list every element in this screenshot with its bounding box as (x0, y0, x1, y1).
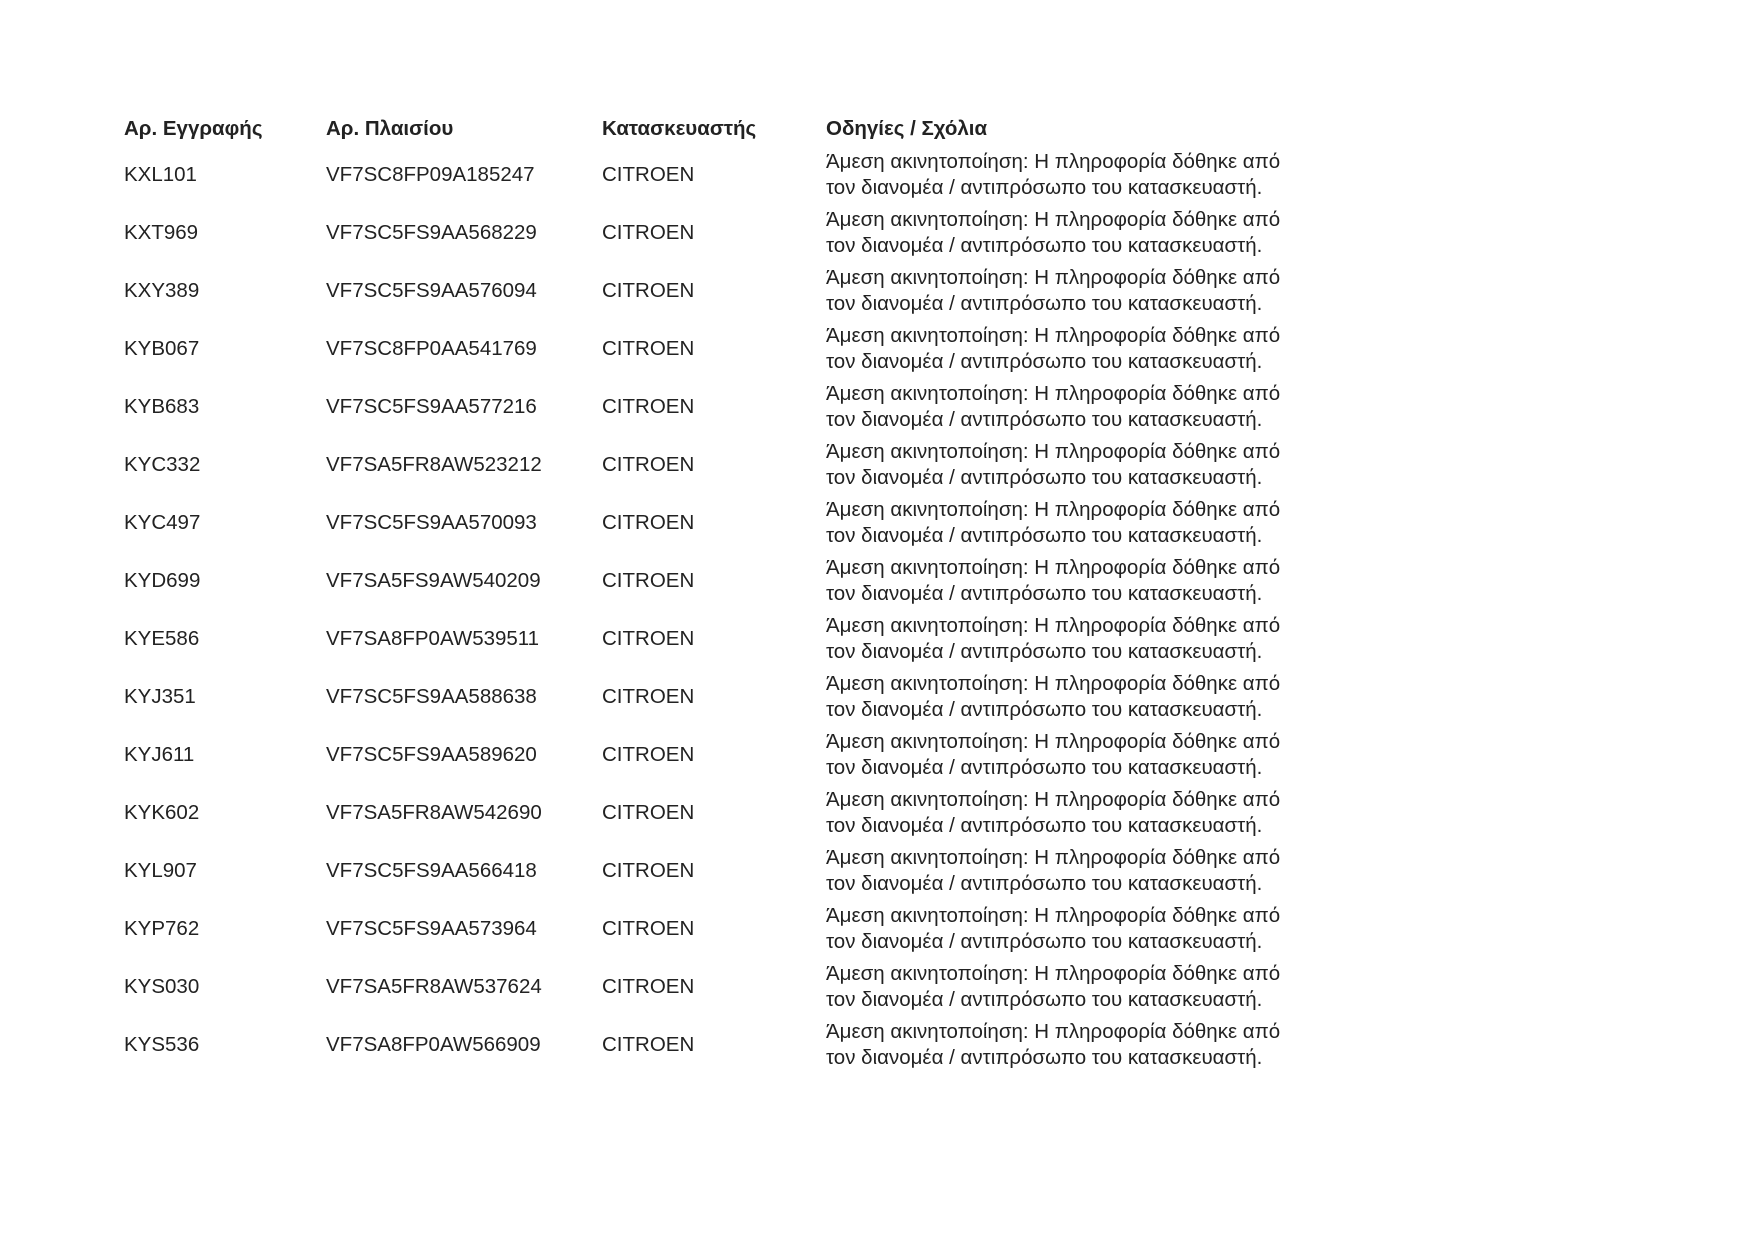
cell-manufacturer: CITROEN (602, 337, 695, 360)
cell-manufacturer: CITROEN (602, 221, 695, 244)
cell-manufacturer: CITROEN (602, 1033, 695, 1056)
cell-chassis: VF7SC5FS9AA566418 (326, 859, 537, 882)
cell-notes: Άμεση ακινητοποίηση: Η πληροφορία δόθηκε από τον διανομέα / αντιπρόσωπο του κατασκευαστή. (826, 556, 1281, 605)
cell-registration: KYC497 (124, 511, 201, 534)
table-row (118, 146, 1306, 204)
cell-chassis: VF7SC5FS9AA576094 (326, 279, 537, 302)
table-row (118, 900, 1306, 958)
cell-manufacturer: CITROEN (602, 917, 695, 940)
cell-chassis: VF7SC8FP09A185247 (326, 163, 535, 186)
cell-chassis: VF7SC5FS9AA568229 (326, 221, 537, 244)
table-row (118, 378, 1306, 436)
table-row (118, 204, 1306, 262)
cell-registration: KYK602 (124, 801, 200, 824)
cell-notes: Άμεση ακινητοποίηση: Η πληροφορία δόθηκε από τον διανομέα / αντιπρόσωπο του κατασκευαστή. (826, 962, 1281, 1011)
cell-notes: Άμεση ακινητοποίηση: Η πληροφορία δόθηκε από τον διανομέα / αντιπρόσωπο του κατασκευαστή. (826, 1020, 1281, 1069)
cell-notes: Άμεση ακινητοποίηση: Η πληροφορία δόθηκε από τον διανομέα / αντιπρόσωπο του κατασκευαστή. (826, 150, 1281, 199)
cell-notes: Άμεση ακινητοποίηση: Η πληροφορία δόθηκε από τον διανομέα / αντιπρόσωπο του κατασκευαστή. (826, 730, 1281, 779)
cell-notes: Άμεση ακινητοποίηση: Η πληροφορία δόθηκε από τον διανομέα / αντιπρόσωπο του κατασκευαστή. (826, 382, 1281, 431)
cell-manufacturer: CITROEN (602, 453, 695, 476)
table-row (118, 436, 1306, 494)
cell-manufacturer: CITROEN (602, 685, 695, 708)
cell-notes: Άμεση ακινητοποίηση: Η πληροφορία δόθηκε από τον διανομέα / αντιπρόσωπο του κατασκευαστή. (826, 266, 1281, 315)
cell-registration: KYD699 (124, 569, 201, 592)
cell-registration: KYC332 (124, 453, 201, 476)
cell-manufacturer: CITROEN (602, 163, 695, 186)
table-row (118, 784, 1306, 842)
table-row (118, 1016, 1306, 1074)
cell-manufacturer: CITROEN (602, 279, 695, 302)
cell-manufacturer: CITROEN (602, 511, 695, 534)
cell-registration: KYJ611 (124, 743, 195, 766)
cell-manufacturer: CITROEN (602, 569, 695, 592)
header-row (118, 112, 1306, 146)
cell-notes: Άμεση ακινητοποίηση: Η πληροφορία δόθηκε από τον διανομέα / αντιπρόσωπο του κατασκευαστή. (826, 498, 1281, 547)
cell-registration: KYE586 (124, 627, 200, 650)
cell-registration: KYB067 (124, 337, 200, 360)
table-row (118, 726, 1306, 784)
cell-manufacturer: CITROEN (602, 975, 695, 998)
cell-notes: Άμεση ακινητοποίηση: Η πληροφορία δόθηκε από τον διανομέα / αντιπρόσωπο του κατασκευαστή. (826, 614, 1281, 663)
cell-chassis: VF7SC5FS9AA588638 (326, 685, 537, 708)
cell-notes: Άμεση ακινητοποίηση: Η πληροφορία δόθηκε από τον διανομέα / αντιπρόσωπο του κατασκευαστή. (826, 904, 1281, 953)
cell-notes: Άμεση ακινητοποίηση: Η πληροφορία δόθηκε από τον διανομέα / αντιπρόσωπο του κατασκευαστή. (826, 846, 1281, 895)
table-row (118, 494, 1306, 552)
cell-chassis: VF7SC5FS9AA570093 (326, 511, 537, 534)
cell-registration: KXL101 (124, 163, 197, 186)
table-row (118, 320, 1306, 378)
cell-chassis: VF7SA8FP0AW566909 (326, 1033, 541, 1056)
cell-chassis: VF7SA8FP0AW539511 (326, 627, 540, 650)
header-manufacturer: Κατασκευαστής (602, 117, 757, 140)
cell-notes: Άμεση ακινητοποίηση: Η πληροφορία δόθηκε από τον διανομέα / αντιπρόσωπο του κατασκευαστή. (826, 788, 1281, 837)
cell-registration: KXY389 (124, 279, 200, 302)
cell-chassis: VF7SA5FR8AW537624 (326, 975, 542, 998)
cell-registration: KYS030 (124, 975, 200, 998)
cell-registration: KYS536 (124, 1033, 200, 1056)
cell-notes: Άμεση ακινητοποίηση: Η πληροφορία δόθηκε από τον διανομέα / αντιπρόσωπο του κατασκευαστή. (826, 324, 1281, 373)
table-row (118, 842, 1306, 900)
cell-notes: Άμεση ακινητοποίηση: Η πληροφορία δόθηκε από τον διανομέα / αντιπρόσωπο του κατασκευαστή. (826, 672, 1281, 721)
table-row (118, 610, 1306, 668)
header-chassis: Αρ. Πλαισίου (326, 117, 454, 140)
cell-chassis: VF7SC8FP0AA541769 (326, 337, 537, 360)
header-notes: Οδηγίες / Σχόλια (826, 117, 988, 140)
cell-chassis: VF7SC5FS9AA589620 (326, 743, 537, 766)
cell-notes: Άμεση ακινητοποίηση: Η πληροφορία δόθηκε από τον διανομέα / αντιπρόσωπο του κατασκευαστή. (826, 440, 1281, 489)
cell-notes: Άμεση ακινητοποίηση: Η πληροφορία δόθηκε από τον διανομέα / αντιπρόσωπο του κατασκευαστή. (826, 208, 1281, 257)
table-row (118, 668, 1306, 726)
table-row (118, 262, 1306, 320)
cell-manufacturer: CITROEN (602, 743, 695, 766)
cell-chassis: VF7SC5FS9AA573964 (326, 917, 537, 940)
table-row (118, 552, 1306, 610)
table-body (118, 146, 1306, 1074)
cell-registration: KYB683 (124, 395, 200, 418)
header-registration: Αρ. Εγγραφής (124, 117, 263, 140)
cell-chassis: VF7SA5FS9AW540209 (326, 569, 541, 592)
cell-registration: KYP762 (124, 917, 200, 940)
cell-registration: KXT969 (124, 221, 199, 244)
cell-manufacturer: CITROEN (602, 627, 695, 650)
cell-chassis: VF7SC5FS9AA577216 (326, 395, 537, 418)
cell-manufacturer: CITROEN (602, 859, 695, 882)
vehicle-recall-table (118, 112, 1306, 1074)
cell-chassis: VF7SA5FR8AW542690 (326, 801, 542, 824)
cell-manufacturer: CITROEN (602, 801, 695, 824)
cell-manufacturer: CITROEN (602, 395, 695, 418)
table-header (118, 112, 1306, 146)
cell-chassis: VF7SA5FR8AW523212 (326, 453, 542, 476)
cell-registration: KYJ351 (124, 685, 196, 708)
cell-registration: KYL907 (124, 859, 197, 882)
table-row (118, 958, 1306, 1016)
